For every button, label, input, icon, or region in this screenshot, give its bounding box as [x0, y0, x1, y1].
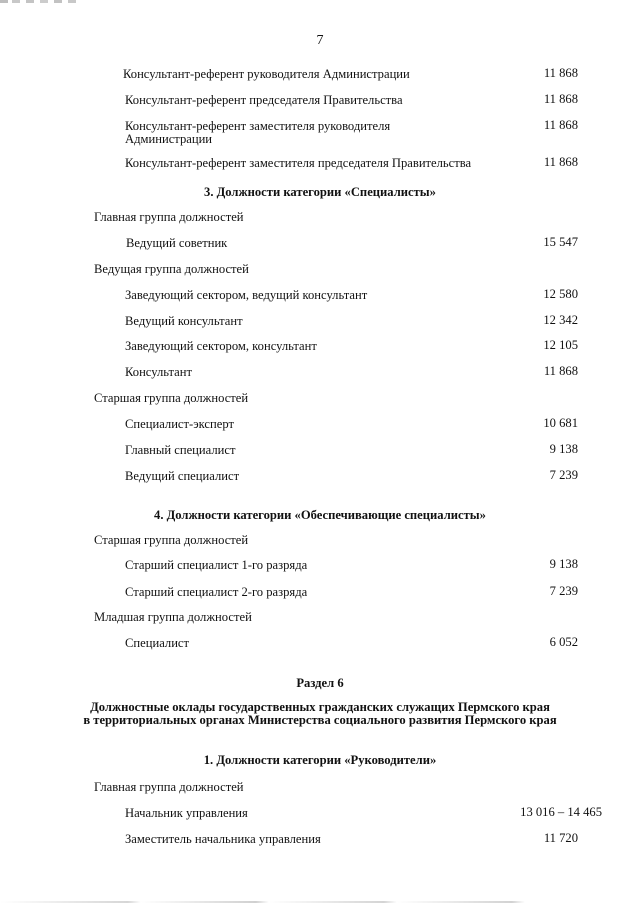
position-title: Консультант-референт руководителя Администрации — [123, 67, 410, 81]
salary-value: 12 580 — [543, 287, 578, 301]
salary-value: 11 868 — [543, 92, 578, 106]
salary-value: 10 681 — [543, 416, 578, 430]
section-heading: 4. Должности категории «Обеспечивающие специалисты» — [154, 508, 486, 522]
page-number: 7 — [316, 33, 324, 48]
position-title: Ведущий советник — [126, 236, 228, 250]
position-title: Заведующий сектором, консультант — [125, 339, 317, 353]
position-title: Заведующий сектором, ведущий консультант — [125, 288, 368, 302]
group-heading: Главная группа должностей — [94, 780, 244, 794]
section-heading: 1. Должности категории «Руководители» — [203, 753, 437, 767]
scan-bottom-edge — [0, 901, 640, 903]
salary-value: 9 138 — [549, 557, 578, 571]
position-title: Старший специалист 2-го разряда — [125, 585, 308, 599]
position-title: Ведущий консультант — [125, 314, 243, 328]
position-title: Начальник управления — [125, 806, 248, 820]
position-title: Старший специалист 1-го разряда — [125, 558, 308, 572]
position-title: Ведущий специалист — [125, 469, 240, 483]
salary-value: 11 720 — [543, 831, 578, 845]
salary-value: 9 138 — [549, 442, 578, 456]
salary-value: 7 239 — [549, 468, 578, 482]
salary-value: 6 052 — [549, 635, 578, 649]
part-subtitle-line2: в территориальных органах Министерства социального развития Пермского края — [83, 713, 557, 727]
position-title: Консультант — [125, 365, 193, 379]
position-title: Специалист — [125, 636, 190, 650]
part-subtitle-line1: Должностные оклады государственных гражданских служащих Пермского края — [90, 700, 550, 714]
salary-value: 11 868 — [543, 66, 578, 80]
position-title-line1: Консультант-референт заместителя руководителя — [125, 119, 391, 133]
position-title: Главный специалист — [125, 443, 236, 457]
salary-value: 13 016 – 14 465 — [520, 805, 602, 819]
position-title: Заместитель начальника управления — [125, 832, 321, 846]
group-heading: Ведущая группа должностей — [94, 262, 249, 276]
position-title: Консультант-референт заместителя председателя Правительства — [125, 156, 472, 170]
salary-value: 7 239 — [549, 584, 578, 598]
position-title: Консультант-референт председателя Правительства — [125, 93, 403, 107]
salary-value: 11 868 — [543, 155, 578, 169]
part-title: Раздел 6 — [296, 676, 344, 690]
position-title-line2: Администрации — [125, 132, 213, 146]
salary-value: 11 868 — [543, 364, 578, 378]
position-title: Специалист-эксперт — [125, 417, 234, 431]
scan-edge-artifact — [0, 0, 90, 3]
section-heading: 3. Должности категории «Специалисты» — [204, 185, 436, 199]
group-heading: Главная группа должностей — [94, 210, 244, 224]
group-heading: Старшая группа должностей — [94, 391, 249, 405]
group-heading: Младшая группа должностей — [94, 610, 252, 624]
salary-value: 11 868 — [543, 118, 578, 132]
salary-value: 12 105 — [543, 338, 578, 352]
salary-value: 15 547 — [543, 235, 578, 249]
salary-value: 12 342 — [543, 313, 578, 327]
group-heading: Старшая группа должностей — [94, 533, 249, 547]
